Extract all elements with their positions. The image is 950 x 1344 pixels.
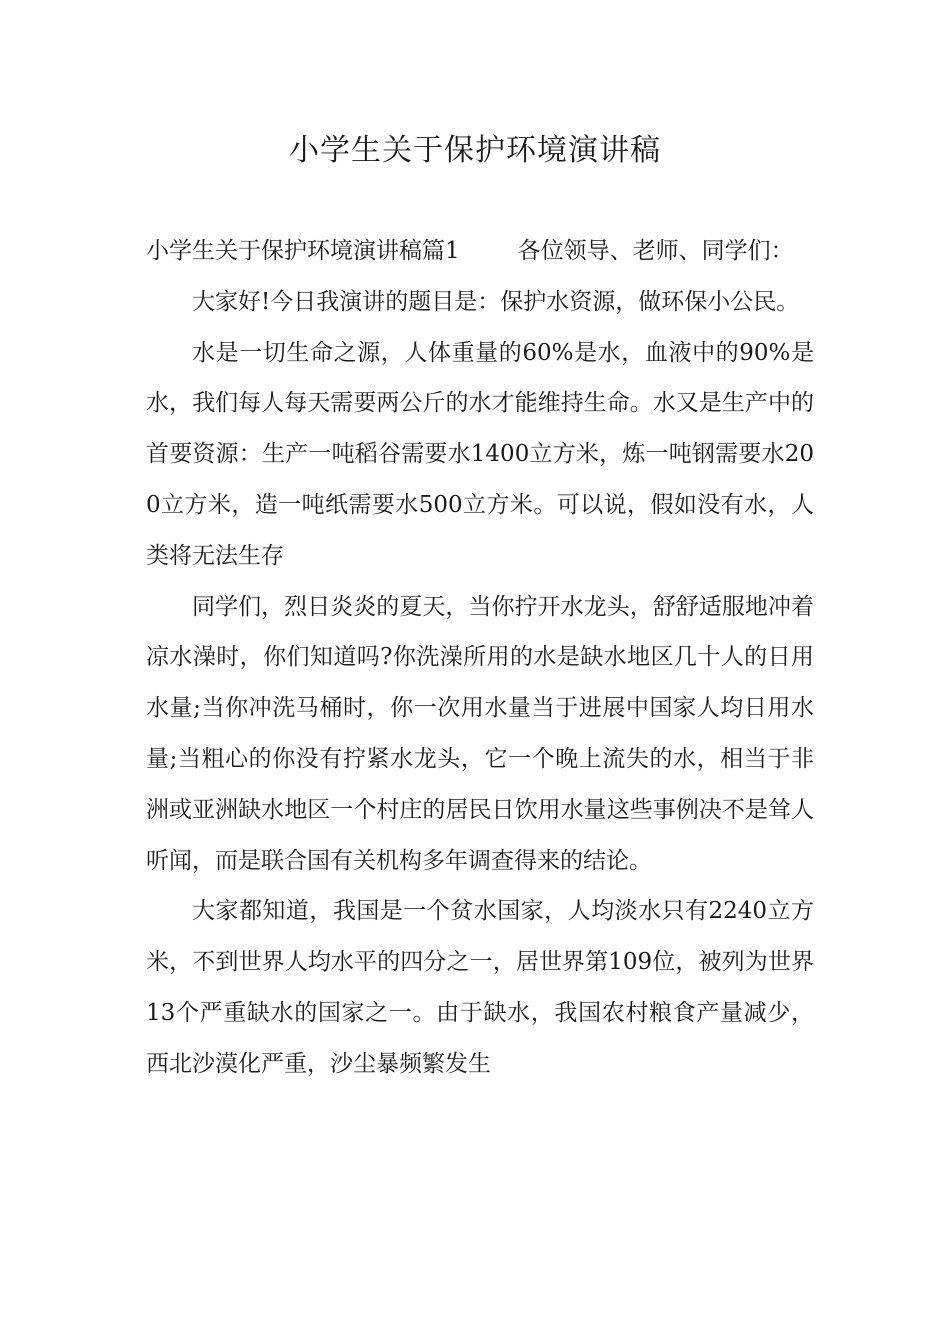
salutation: 各位领导、老师、同学们： (517, 238, 794, 264)
document-title: 小学生关于保护环境演讲稿 (289, 133, 661, 168)
paragraph: 大家都知道，我国是一个贫水国家，人均淡水只有2240立方米，不到世界人均水平的四分之一，居世界第109位，被列为世界13个严重缺水的国家之一。由于缺水，我国农村粮食产量减少，西北沙漠化严重，沙尘暴频繁发生 (146, 898, 814, 1077)
paragraph: 同学们，烈日炎炎的夏天，当你拧开水龙头，舒舒适服地冲着凉水澡时，你们知道吗?你洗澡所用的水是缺水地区几十人的日用水量;当你冲洗马桶时，你一次用水量当于进展中国家人均日用水量;当粗心的你没有拧紧水龙头，它一个晚上流失的水，相当于非洲或亚洲缺水地区一个村庄的居民日饮用水量这些事例决不是耸人听闻，而是联合国有关机构多年调查得来的结论。 (146, 593, 814, 874)
paragraph-intro (146, 226, 814, 277)
paragraph: 水是一切生命之源，人体重量的60%是水，血液中的90%是水，我们每人每天需要两公斤的水才能维持生命。水又是生产中的首要资源：生产一吨稻谷需要水1400立方米，炼一吨钢需要水200立方米，造一吨纸需要水500立方米。可以说，假如没有水，人类将无法生存 (146, 339, 814, 569)
section-heading: 小学生关于保护环境演讲稿篇1 (146, 238, 460, 264)
document-body (146, 226, 814, 1090)
paragraph: 大家好!今日我演讲的题目是：保护水资源，做环保小公民。 (192, 288, 800, 315)
